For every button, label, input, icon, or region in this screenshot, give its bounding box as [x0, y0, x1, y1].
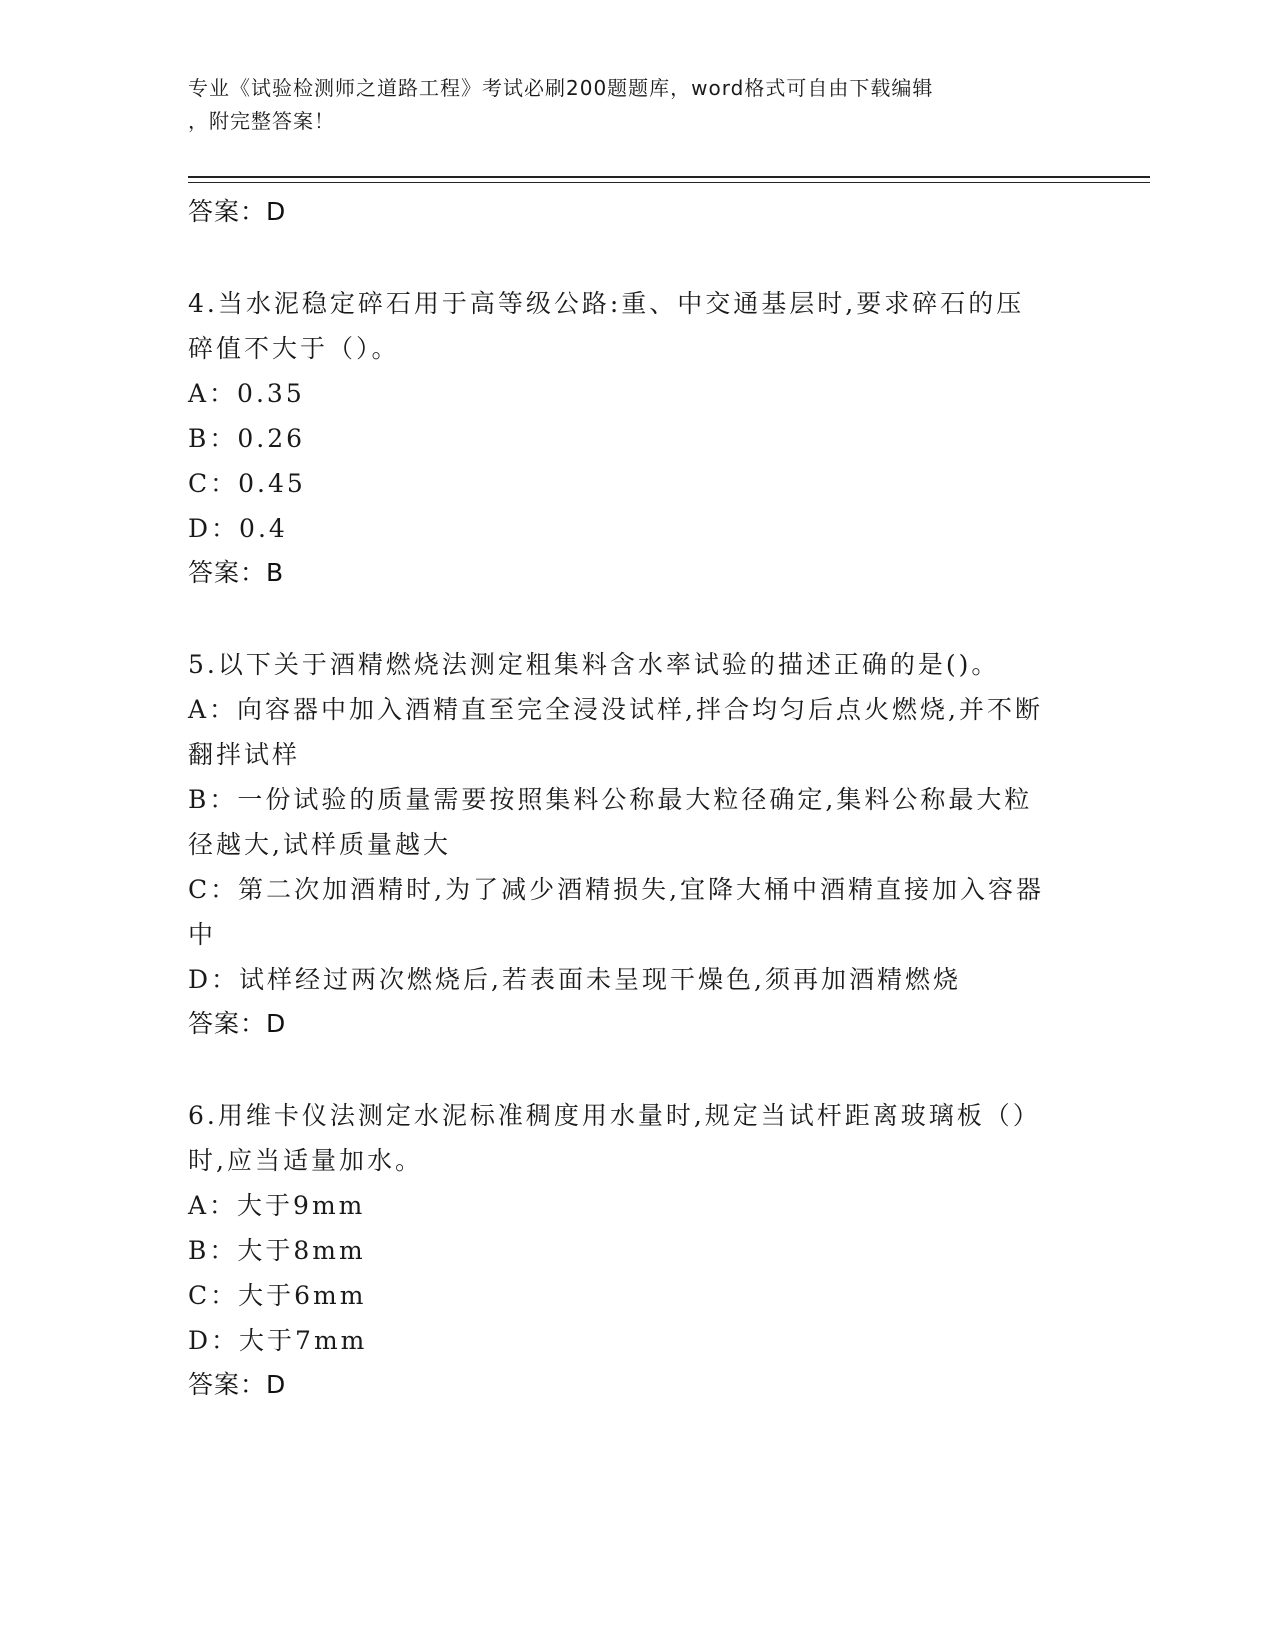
- option-line: D：0.4: [188, 514, 288, 543]
- document-header: [188, 72, 1088, 138]
- answer-line: 答案：D: [188, 1370, 287, 1399]
- question-block: [188, 642, 1068, 1046]
- answer-line: 答案：B: [188, 558, 285, 587]
- option-line: 中: [188, 920, 217, 949]
- answer-line: 答案：D: [188, 1009, 287, 1038]
- question-block: [188, 1093, 1068, 1407]
- question-list: [188, 234, 1068, 1407]
- document-body: [188, 190, 1068, 1407]
- option-line: A：向容器中加入酒精直至完全浸没试样,拌合均匀后点火燃烧,并不断: [188, 695, 1043, 724]
- question-spacer: [188, 234, 1068, 281]
- option-line: C：大于6mm: [188, 1281, 367, 1310]
- question-text-line: 碎值不大于（）。: [188, 334, 400, 363]
- option-line: C：0.45: [188, 469, 306, 498]
- question-spacer: [188, 595, 1068, 642]
- option-line: C：第二次加酒精时,为了减少酒精损失,宜降大桶中酒精直接加入容器: [188, 875, 1045, 904]
- option-line: B：0.26: [188, 424, 306, 453]
- option-line: 径越大,试样质量越大: [188, 830, 451, 859]
- question-text-line: 5.以下关于酒精燃烧法测定粗集料含水率试验的描述正确的是()。: [188, 650, 1000, 679]
- option-line: D：试样经过两次燃烧后,若表面未呈现干燥色,须再加酒精燃烧: [188, 965, 961, 994]
- previous-answer: 答案：D: [188, 197, 287, 226]
- question-text-line: 6.用维卡仪法测定水泥标准稠度用水量时,规定当试杆距离玻璃板（）: [188, 1101, 1041, 1130]
- header-line-1: 专业《试验检测师之道路工程》考试必刷200题题库，word格式可自由下载编辑: [188, 76, 934, 100]
- header-rule-thick: [188, 176, 1150, 178]
- header-line-2: ，附完整答案！: [188, 109, 335, 133]
- question-text-line: 时,应当适量加水。: [188, 1146, 423, 1175]
- option-line: A：大于9mm: [188, 1191, 366, 1220]
- option-line: 翻拌试样: [188, 740, 301, 769]
- option-line: D：大于7mm: [188, 1326, 368, 1355]
- question-block: [188, 281, 1068, 595]
- option-line: B：一份试验的质量需要按照集料公称最大粒径确定,集料公称最大粒: [188, 785, 1033, 814]
- header-rule-thin: [188, 182, 1150, 183]
- question-spacer: [188, 1046, 1068, 1093]
- option-line: A：0.35: [188, 379, 305, 408]
- option-line: B：大于8mm: [188, 1236, 366, 1265]
- question-text-line: 4.当水泥稳定碎石用于高等级公路:重、中交通基层时,要求碎石的压: [188, 289, 1025, 318]
